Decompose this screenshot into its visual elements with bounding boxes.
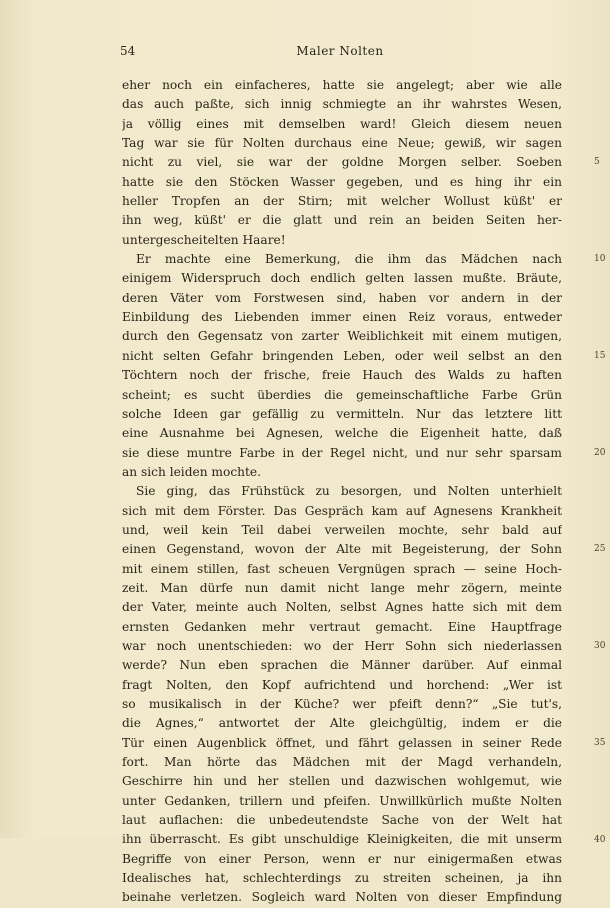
line-number: 5 (594, 157, 600, 168)
text-line: durch den Gegensatz von zarter Weiblichkeit mit einem mutigen, (122, 329, 562, 344)
text-line: fort. Man hörte das Mädchen mit der Magd verhandeln, (122, 755, 562, 770)
text-line: sich mit dem Förster. Das Gespräch kam auf Agnesens Krankheit (122, 503, 562, 518)
text-line: Sie ging, das Frühstück zu besorgen, und Nolten unterhielt (136, 484, 562, 499)
text-line: eher noch ein einfacheres, hatte sie angelegt; aber wie alle (122, 78, 562, 92)
text-line: zeit. Man dürfe nun damit nicht lange mehr zögern, meinte (122, 580, 562, 595)
text-line: deren Väter vom Forstwesen sind, haben vor andern in der (122, 290, 562, 305)
page-header (120, 44, 560, 64)
text-line: Er machte eine Bemerkung, die ihm das Mädchen nach (136, 252, 562, 267)
text-line: und, weil kein Teil dabei verweilen mochte, sehr bald auf (122, 522, 562, 537)
text-line: ihn überrascht. Es gibt unschuldige Kleinigkeiten, die mit unserm (122, 832, 562, 847)
running-title: Maler Nolten (296, 44, 384, 58)
text-line: ernsten Gedanken mehr vertraut gemacht. Eine Hauptfrage (122, 619, 562, 634)
text-line: sie diese muntre Farbe in der Regel nicht, und nur sehr sparsam (122, 445, 562, 460)
text-line: nicht zu viel, sie war der goldne Morgen selber. Soeben (122, 155, 562, 170)
text-line: war noch unentschieden: wo der Herr Sohn sich niederlassen (122, 638, 562, 653)
text-line: fragt Nolten, den Kopf aufrichtend und horchend: „Wer ist (122, 677, 562, 692)
text-line: mit einem stillen, fast scheuen Vergnügen sprach — seine Hoch- (122, 561, 562, 576)
page-number: 54 (120, 44, 136, 58)
text-line: werde? Nun eben sprachen die Männer darüber. Auf einmal (122, 658, 562, 673)
text-line: ja völlig eines mit demselben ward! Gleich diesem neuen (122, 116, 562, 131)
text-line: an sich leiden mochte. (122, 464, 261, 479)
text-line: der Vater, meinte auch Nolten, selbst Agnes hatte sich mit dem (122, 600, 562, 615)
text-line: das auch paßte, sich innig schmiegte an ihr wahrstes Wesen, (122, 97, 562, 112)
text-line: untergescheitelten Haare! (122, 232, 286, 247)
text-line: unter Gedanken, trillern und pfeifen. Unwillkürlich mußte Nolten (122, 793, 562, 808)
body-text (122, 76, 562, 908)
text-line: die Agnes,“ antwortet der Alte gleichgültig, indem er die (122, 716, 562, 731)
text-line: solche Ideen gar gefällig zu vermitteln. Nur das letztere litt (122, 406, 562, 421)
line-number: 15 (594, 350, 606, 361)
text-line: so musikalisch in der Küche? wer pfeift denn?“ „Sie tut's, (122, 697, 562, 711)
text-line: ihn weg, küßt' er die glatt und rein an beiden Seiten her- (122, 213, 562, 228)
text-line: Geschirre hin und her stellen und dazwischen wohlgemut, wie (122, 774, 562, 789)
text-line: beinahe verletzen. Sogleich ward Nolten von dieser Empfindung (122, 890, 562, 905)
text-line: Tag war sie für Nolten durchaus eine Neue; gewiß, wir sagen (122, 136, 562, 151)
text-line: scheint; es sucht überdies die gemeinschaftliche Farbe Grün (122, 387, 562, 402)
text-line: Begriffe von einer Person, wenn er nur einigermaßen etwas (122, 851, 562, 866)
line-number: 40 (594, 834, 606, 845)
text-line: laut auflachen: die unbedeutendste Sache von der Welt hat (122, 813, 562, 828)
text-line: nicht selten Gefahr bringenden Leben, oder weil selbst an den (122, 348, 562, 363)
line-number: 20 (594, 447, 606, 458)
text-line: Tür einen Augenblick öffnet, und fährt gelassen in seiner Rede (122, 735, 562, 750)
text-line: hatte sie den Stöcken Wasser gegeben, und es hing ihr ein (122, 174, 562, 189)
text-line: einigem Widerspruch doch endlich gelten lassen mußte. Bräute, (122, 271, 562, 286)
text-line: Töchtern noch der frische, freie Hauch des Walds zu haften (122, 368, 562, 383)
text-line: Idealisches hat, schlechterdings zu streiten scheinen, ja ihn (122, 871, 562, 886)
text-line: Einbildung des Liebenden immer einen Reiz voraus, entweder (122, 310, 562, 325)
line-number: 30 (594, 641, 606, 652)
line-number: 25 (594, 544, 606, 555)
line-number: 35 (594, 737, 606, 748)
text-line: einen Gegenstand, wovon der Alte mit Begeisterung, der Sohn (122, 542, 562, 557)
text-line: heller Tropfen an der Stirn; mit welcher Wollust küßt' er (122, 194, 562, 209)
line-number: 10 (594, 254, 606, 265)
text-line: eine Ausnahme bei Agnesen, welche die Eigenheit hatte, daß (122, 426, 562, 441)
